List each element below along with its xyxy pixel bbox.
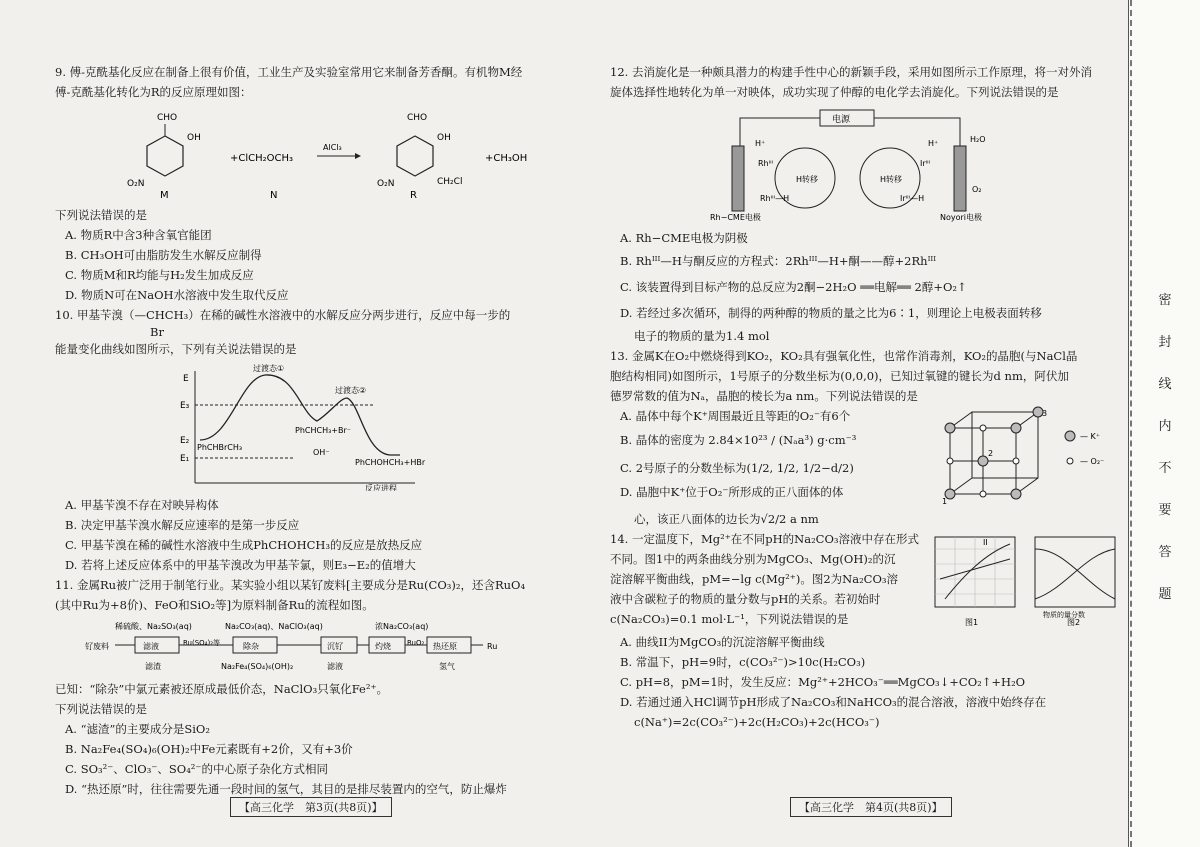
q10-intermediate: PhCHCH₃+Br⁻ [295,426,352,435]
q13-cube-back [972,412,1038,478]
q14-figures [925,529,1125,632]
q11-note: 已知：“除杂”中氯元素被还原成最低价态，NaClO₃只氧化Fe²⁺。 [55,682,389,696]
q13-k-atom [978,456,988,466]
q12-option-c: C. 该装置得到目标产物的总反应为2酮−2H₂O ══电解══ 2醇+O₂↑ [620,280,967,294]
q10-option-a: A. 甲基苄溴不存在对映异构体 [65,498,219,512]
q9-option-d: D. 物质N可在NaOH水溶液中发生取代反应 [65,288,289,302]
seal-char: 答 [1158,545,1172,560]
q13-label1: 1 [942,497,948,506]
left-column [55,62,575,799]
q10-ts1: 过渡态① [253,364,285,373]
q14-stem-line3: 淀溶解平衡曲线，pM=−lg c(Mg²⁺)。图2为Na₂CO₃溶 [610,572,899,586]
q13-o-ion [980,425,986,431]
q10-ts2: 过渡态② [335,386,367,395]
q9-option-a: A. 物质R中含3种含氧官能团 [65,228,212,242]
q13-label3: 3 [1042,409,1048,418]
q11-reagent1: 稀硫酸、Na₂SO₃(aq) [115,622,192,631]
q9-r-ring [397,136,433,176]
q11-end: Ru [487,642,498,651]
q14-fig2-curve1 [1035,549,1115,599]
seal-char: 题 [1158,587,1172,602]
q11-reagent2: Na₂CO₃(aq)、NaClO₃(aq) [225,622,323,631]
svg-text:OH: OH [437,133,451,143]
q13-label2: 2 [988,449,994,458]
q10-product: PhCHOHCH₃+HBr [355,458,426,467]
q13-o-ion [1013,458,1019,464]
q11-option-c: C. SO₃²⁻、ClO₃⁻、SO₄²⁻的中心原子杂化方式相同 [65,762,328,776]
q12-stem-line2: 旋体选择性地转化为单一对映体，成功实现了仲醇的电化学去消旋化。下列说法错误的是 [610,85,1059,99]
q11-flow-svg [55,619,575,675]
q12-power: 电源 [832,115,851,125]
q11-waste1: 滤渣 [145,662,161,671]
q9-reagent-n: +ClCH₂OCH₃ [230,153,294,164]
q14-fig1-label: 图1 [965,618,979,627]
q11-option-d: D. “热还原”时，往往需要先通一段时间的氢气，其目的是排尽装置内的空气，防止爆炸 [65,782,507,796]
q9-reaction-svg [55,106,575,201]
q10-oh: OH⁻ [313,448,330,457]
q13-o-ion [947,458,953,464]
seal-char: 内 [1158,419,1172,434]
q14-option-a: A. 曲线II为MgCO₃的沉淀溶解平衡曲线 [620,635,825,649]
q10-stem-line1 [55,305,575,325]
footer-right: 【高三化学 第4页(共8页)】 [790,797,952,817]
q14-stem-line1: 14. 一定温度下，Mg²⁺在不同pH的Na₂CO₃溶液中存在形式 [610,532,920,546]
q11-step2: 除杂 [243,642,259,651]
q10-xlabel: 反应进程 [365,484,397,491]
q10-option-c: C. 甲基苄溴在稀的碱性水溶液中生成PhCHOHCH₃的反应是放热反应 [65,538,423,552]
right-column [610,62,1135,732]
q9-stem-line2: 傅-克酰基化转化为R的反应原理如图： [55,85,252,99]
q12-cell-svg [610,106,1135,224]
q13-k-atom [1011,423,1021,433]
q12-option-b: B. Rhᴵᴵᴵ—H与酮反应的方程式：2Rhᴵᴵᴵ—H+酮——醇+2Rhᴵᴵᴵ [620,254,937,268]
q14-stem-line5: c(Na₂CO₃)=0.1 mol·L⁻¹，下列说法错误的是 [610,612,849,626]
q14-fig2-label: 图2 [1067,618,1081,627]
q13-k-atom [1011,489,1021,499]
q14-stem-line4: 液中含碳粒子的物质的量分数与pH的关系。若初始时 [610,592,881,606]
q13-stem-line3: 德罗常数的值为Nₐ，晶胞的棱长为a nm。下列说法错误的是 [610,389,918,403]
q13-crystal-svg [920,406,1130,506]
q11-step1: 滤液 [143,642,159,651]
q10-energy-diagram [55,363,575,491]
right-page [590,0,1130,847]
q9-question: 下列说法错误的是 [55,208,147,222]
q11-option-b: B. Na₂Fe₄(SO₄)₆(OH)₂中Fe元素既有+2价，又有+3价 [65,742,353,756]
svg-text:O₂N: O₂N [377,179,395,189]
svg-text:OH: OH [187,133,201,143]
q11-option-a: A. “滤渣”的主要成分是SiO₂ [65,722,210,736]
q12-option-a: A. Rh−CME电极为阴极 [620,231,748,245]
seal-char: 封 [1158,335,1172,350]
q13-crystal-figure [920,406,1130,509]
q13-legend-k-icon [1065,431,1075,441]
q11-waste3: 滤液 [327,662,343,671]
q12-stem-line1: 12. 去消旋化是一种颇具潜力的构建手性中心的新颖手段，采用如图所示工作原理，将一对外消 [610,65,1092,79]
binding-line [1130,0,1134,847]
q10-label-e2: E₂ [180,436,190,446]
q9-byproduct: +CH₃OH [485,153,528,164]
q13-o-ion [980,491,986,497]
q13-option-b: B. 晶体的密度为 2.84×10²³ / (Nₐa³) g·cm⁻³ [620,433,857,447]
q14-fig2-xlabel: 物质的量分数 [1043,611,1085,619]
q12-ir3: Irᴵᴵᴵ [920,159,931,168]
q9-reaction-scheme [55,106,575,201]
q12-wire-right [874,118,960,146]
q9-label-m: M [160,190,169,201]
q10-energy-svg [55,363,575,491]
seal-char: 不 [1158,461,1172,476]
q12-option-d: D. 若经过多次循环，制得的两种醇的物质的量之比为6∶1，则理论上电极表面转移 [620,306,1042,320]
q13-option-c: C. 2号原子的分数坐标为(1/2, 1/2, 1/2−d/2) [620,461,854,475]
q10-label-e3: E₃ [180,401,190,411]
q14-option-c: C. pH=8，pM=1时，发生反应：Mg²⁺+2HCO₃⁻══MgCO₃↓+CO₂↑+H₂O [620,675,1026,689]
seal-char: 密 [1158,293,1172,308]
q11-reagent3: 浓Na₂CO₃(aq) [375,622,429,631]
q11-step5: 热还原 [433,642,457,651]
q12-right-electrode-label: Noyori电极 [940,213,983,222]
seal-char: 线 [1158,377,1172,392]
q13-option-d-cont: 心，该正八面体的边长为√2/2 a nm [634,512,819,526]
q9-m-ring [147,136,183,176]
q9-arrowhead [355,153,361,159]
q14-stem-line2: 不同。图1中的两条曲线分别为MgCO₃、Mg(OH)₂的沉 [610,552,896,566]
q13-legend-k: — K⁺ [1080,432,1101,441]
q9-stem-line1: 9. 傅-克酰基化反应在制备上很有价值，工业生产及实验室常用它来制备芳香酮。有机物M经 [55,65,523,79]
q11-stem-line1: 11. 金属Ru被广泛用于制笔行业。某实验小组以某钌废料[主要成分是Ru(CO₃)₂，还含RuO₄ [55,578,526,592]
q10-br: Br [150,325,164,339]
q11-waste2: Na₂Fe₄(SO₄)₆(OH)₂ [221,662,294,671]
q12-left-electrode [732,146,744,211]
q12-o2: O₂ [972,185,982,194]
q14-option-d-cont: c(Na⁺)=2c(CO₃²⁻)+2c(H₂CO₃)+2c(HCO₃⁻) [634,715,880,729]
footer-left: 【高三化学 第3页(共8页)】 [230,797,392,817]
q11-question: 下列说法错误的是 [55,702,147,716]
q14-figures-svg [925,529,1125,629]
left-page [0,0,590,847]
q12-h-transfer1: H转移 [796,175,819,184]
q12-h-left: H⁺ [755,139,766,148]
q13-option-a: A. 晶体中每个K⁺周围最近且等距的O₂⁻有6个 [620,409,851,423]
q11-step3: 沉钌 [327,642,343,651]
q13-stem-line1: 13. 金属K在O₂中燃烧得到KO₂，KO₂具有强氧化性，也常作消毒剂，KO₂的晶胞(与NaCl晶 [610,349,1078,363]
q14-body [610,529,1135,632]
q13-legend-o-icon [1067,458,1073,464]
q10-label-e: E [183,374,189,384]
q14-option-b: B. 常温下，pH=9时，c(CO₃²⁻)>10c(H₂CO₃) [620,655,866,669]
q9-catalyst: AlCl₃ [323,143,342,152]
q10-stem-rest: —CHCH₃）在稀的碱性水溶液中的水解反应分两步进行，反应中每一步的 [134,308,511,322]
q13-options [610,406,920,509]
q9-label-r: R [410,190,417,201]
q9-option-c: C. 物质M和R均能与H₂发生加成反应 [65,268,254,282]
q12-h-transfer2: H转移 [880,175,903,184]
q12-option-d-cont: 电子的物质的量为1.4 mol [634,329,770,343]
q12-rh3: Rhᴵᴵᴵ [758,159,774,168]
q11-stem-line2: (其中Ru为+8价)、FeO和SiO₂等]为原料制备Ru的流程如图。 [55,598,374,612]
q11-step4: 灼烧 [375,642,391,651]
q12-right-electrode [954,146,966,211]
q14-stem [610,529,925,632]
q10-stem-line2: 能量变化曲线如图所示，下列有关说法错误的是 [55,342,297,356]
q11-flowchart [55,619,575,675]
q14-option-d: D. 若通过通入HCl调节pH形成了Na₂CO₃和NaHCO₃的混合溶液，溶液中始终存在 [620,695,1047,709]
q13-k-atom [945,423,955,433]
svg-text:O₂N: O₂N [127,179,145,189]
seal-char: 要 [1158,503,1172,518]
q12-wire-left [740,118,820,146]
q13-legend-o: — O₂⁻ [1080,457,1105,466]
q13-stem-line2: 胞结构相同)如图所示，1号原子的分数坐标为(0,0,0)，已知过氧键的键长为d nm，阿伏加 [610,369,1069,383]
svg-text:CH₂Cl: CH₂Cl [437,177,463,187]
q13-option-d: D. 晶胞中K⁺位于O₂⁻所形成的正八面体的体 [620,485,844,499]
seal-text [1158,280,1172,616]
q10-option-b: B. 决定甲基苄溴水解反应速率的是第一步反应 [65,518,300,532]
q10-reactant: PhCHBrCH₃ [197,443,243,452]
q12-h-right: H⁺ [928,139,939,148]
q11-mid1: Ru(SO₄)₂等 [183,639,221,647]
q14-curve-label: II [983,538,988,547]
q12-h2o: H₂O [970,135,986,144]
q11-mid4: RuO₂ [407,639,425,647]
q11-gas: 氢气 [439,662,455,671]
q10-stem-start: 10. 甲基苄溴（ [55,308,135,322]
q12-rh-h: Rhᴵᴵᴵ—H [760,194,790,203]
q10-option-d: D. 若将上述反应体系中的甲基苄溴改为甲基苄氯，则E₃−E₂的值增大 [65,558,416,572]
svg-text:CHO: CHO [407,113,428,123]
q12-cell-diagram [610,106,1135,224]
q10-label-e1: E₁ [180,454,190,464]
q11-start: 钌废料 [85,642,109,651]
svg-text:CHO: CHO [157,113,178,123]
q9-option-b: B. CH₃OH可由脂肪发生水解反应制得 [65,248,262,262]
q12-left-electrode-label: Rh−CME电极 [710,213,761,222]
q12-ir-h: Irᴵᴵᴵ—H [900,194,925,203]
q9-label-n: N [270,190,278,201]
q13-body [610,406,1135,509]
